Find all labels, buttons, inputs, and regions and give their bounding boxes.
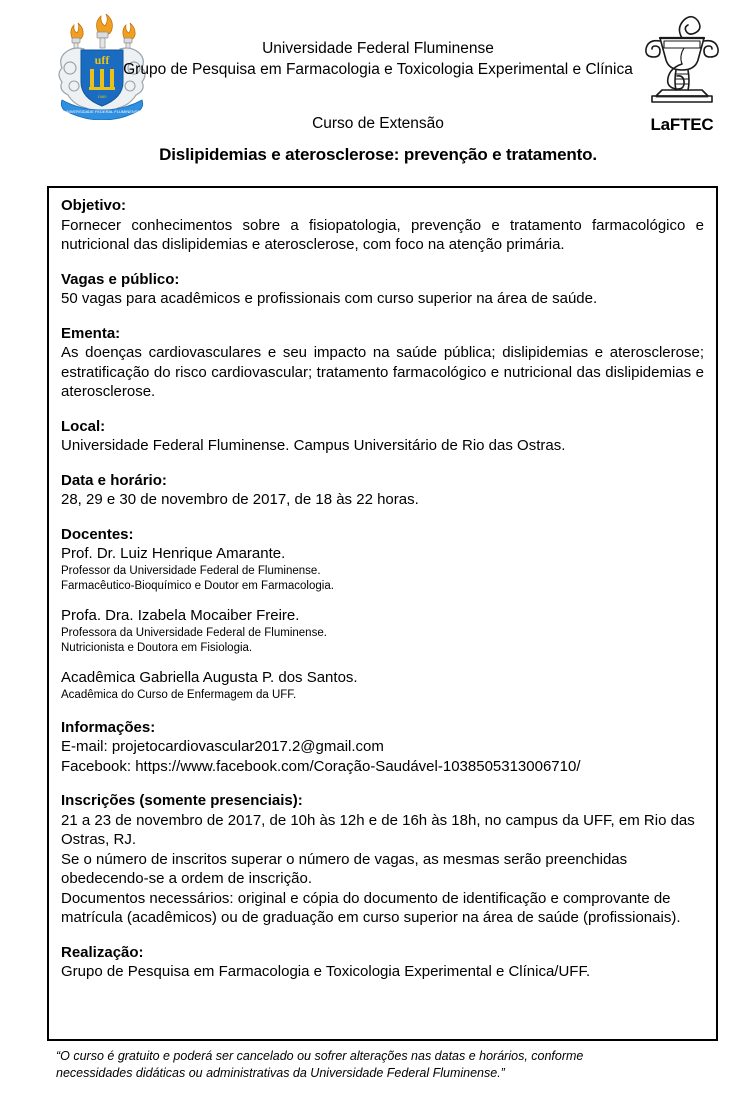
docente-credentials: Nutricionista e Doutora em Fisiologia. xyxy=(61,641,253,654)
institution-name: Universidade Federal Fluminense xyxy=(262,40,494,57)
section-ementa xyxy=(61,324,704,402)
inscricoes-paragraph: 21 a 23 de novembro de 2017, de 10h às 12h e de 16h às 18h, no campus da UFF, em Rio das Ostras, RJ. xyxy=(61,811,695,848)
docente-affiliation: Acadêmica do Curso de Enfermagem da UFF. xyxy=(61,689,297,701)
contact-facebook[interactable]: Facebook: https://www.facebook.com/Coração-Saudável-1038505313006710/ xyxy=(61,757,581,775)
docente-credentials: Farmacêutico-Bioquímico e Doutor em Farmacologia. xyxy=(61,579,334,592)
section-informacoes xyxy=(61,718,704,777)
page-title: Dislipidemias e aterosclerose: prevenção e tratamento. xyxy=(159,145,597,164)
inscricoes-paragraph: Se o número de inscritos superar o número de vagas, as mesmas serão preenchidas obedecendo-se a ordem de inscrição. xyxy=(61,850,628,887)
section-body: As doenças cardiovasculares e seu impacto na saúde pública; dislipidemias e aterosclerose; estratificação do risco cardiovascular; tratamento farmacológico e nutricional das dislipidemias e aterosclerose. xyxy=(61,344,704,400)
disclaimer-line: “O curso é gratuito e poderá ser cancelado ou sofrer alterações nas datas e horários, conforme xyxy=(56,1049,584,1063)
section-heading: Realização: xyxy=(61,943,144,961)
docente-name: Profa. Dra. Izabela Mocaiber Freire. xyxy=(61,607,300,624)
docente-name: Prof. Dr. Luiz Henrique Amarante. xyxy=(61,545,286,562)
svg-text:1960: 1960 xyxy=(97,94,107,99)
course-details-box xyxy=(47,186,718,1041)
disclaimer-note xyxy=(56,1048,716,1082)
inscricoes-paragraph: Documentos necessários: original e cópia do documento de identificação e comprovante de matrícula (acadêmicos) ou de graduação em curso superior na área de saúde (profissionais). xyxy=(61,889,681,926)
section-body: Grupo de Pesquisa em Farmacologia e Toxicologia Experimental e Clínica/UFF. xyxy=(61,963,591,980)
section-docentes xyxy=(61,525,704,703)
disclaimer-line: necessidades didáticas ou administrativas da Universidade Federal Fluminense.” xyxy=(56,1066,505,1080)
laftec-label: LaFTEC xyxy=(650,115,714,134)
section-body: 50 vagas para acadêmicos e profissionais com curso superior na área de saúde. xyxy=(61,290,598,307)
section-heading: Local: xyxy=(61,417,106,435)
contact-email[interactable]: E-mail: projetocardiovascular2017.2@gmail.com xyxy=(61,738,384,755)
section-heading: Data e horário: xyxy=(61,471,167,489)
section-inscricoes xyxy=(61,791,704,928)
section-heading: Objetivo: xyxy=(61,197,127,214)
institution-titles xyxy=(0,38,756,80)
section-heading: Vagas e público: xyxy=(61,270,180,288)
section-heading: Informações: xyxy=(61,718,156,736)
section-body: Fornecer conhecimentos sobre a fisiopatologia, prevenção e tratamento farmacológico e nutricional das dislipidemias e aterosclerose, com foco na atenção primária. xyxy=(61,216,704,253)
section-heading: Ementa: xyxy=(61,324,121,342)
section-vagas-e-publico xyxy=(61,270,704,309)
docente-item xyxy=(61,668,704,703)
section-heading: Inscrições (somente presenciais): xyxy=(61,792,303,809)
section-objetivo xyxy=(61,196,704,255)
docente-affiliation: Professor da Universidade Federal de Fluminense. xyxy=(61,565,321,577)
docente-item xyxy=(61,606,704,655)
docente-name: Acadêmica Gabriella Augusta P. dos Santos. xyxy=(61,669,358,686)
svg-text:UNIVERSIDADE FEDERAL FLUMINENS: UNIVERSIDADE FEDERAL FLUMINENSE xyxy=(63,109,141,114)
section-local xyxy=(61,417,704,456)
research-group-name: Grupo de Pesquisa em Farmacologia e Toxicologia Experimental e Clínica xyxy=(123,61,633,78)
section-realizacao xyxy=(61,943,704,982)
document-header xyxy=(0,0,756,178)
course-kind-label: Curso de Extensão xyxy=(312,115,444,132)
svg-text:uff: uff xyxy=(94,53,110,67)
section-body: Universidade Federal Fluminense. Campus Universitário de Rio das Ostras. xyxy=(61,437,566,454)
section-data-e-horario xyxy=(61,471,704,510)
docente-affiliation: Professora da Universidade Federal de Fluminense. xyxy=(61,627,327,639)
section-heading: Docentes: xyxy=(61,525,134,543)
docente-item xyxy=(61,544,704,593)
section-body: 28, 29 e 30 de novembro de 2017, de 18 às 22 horas. xyxy=(61,491,419,508)
docentes-list xyxy=(61,544,704,703)
